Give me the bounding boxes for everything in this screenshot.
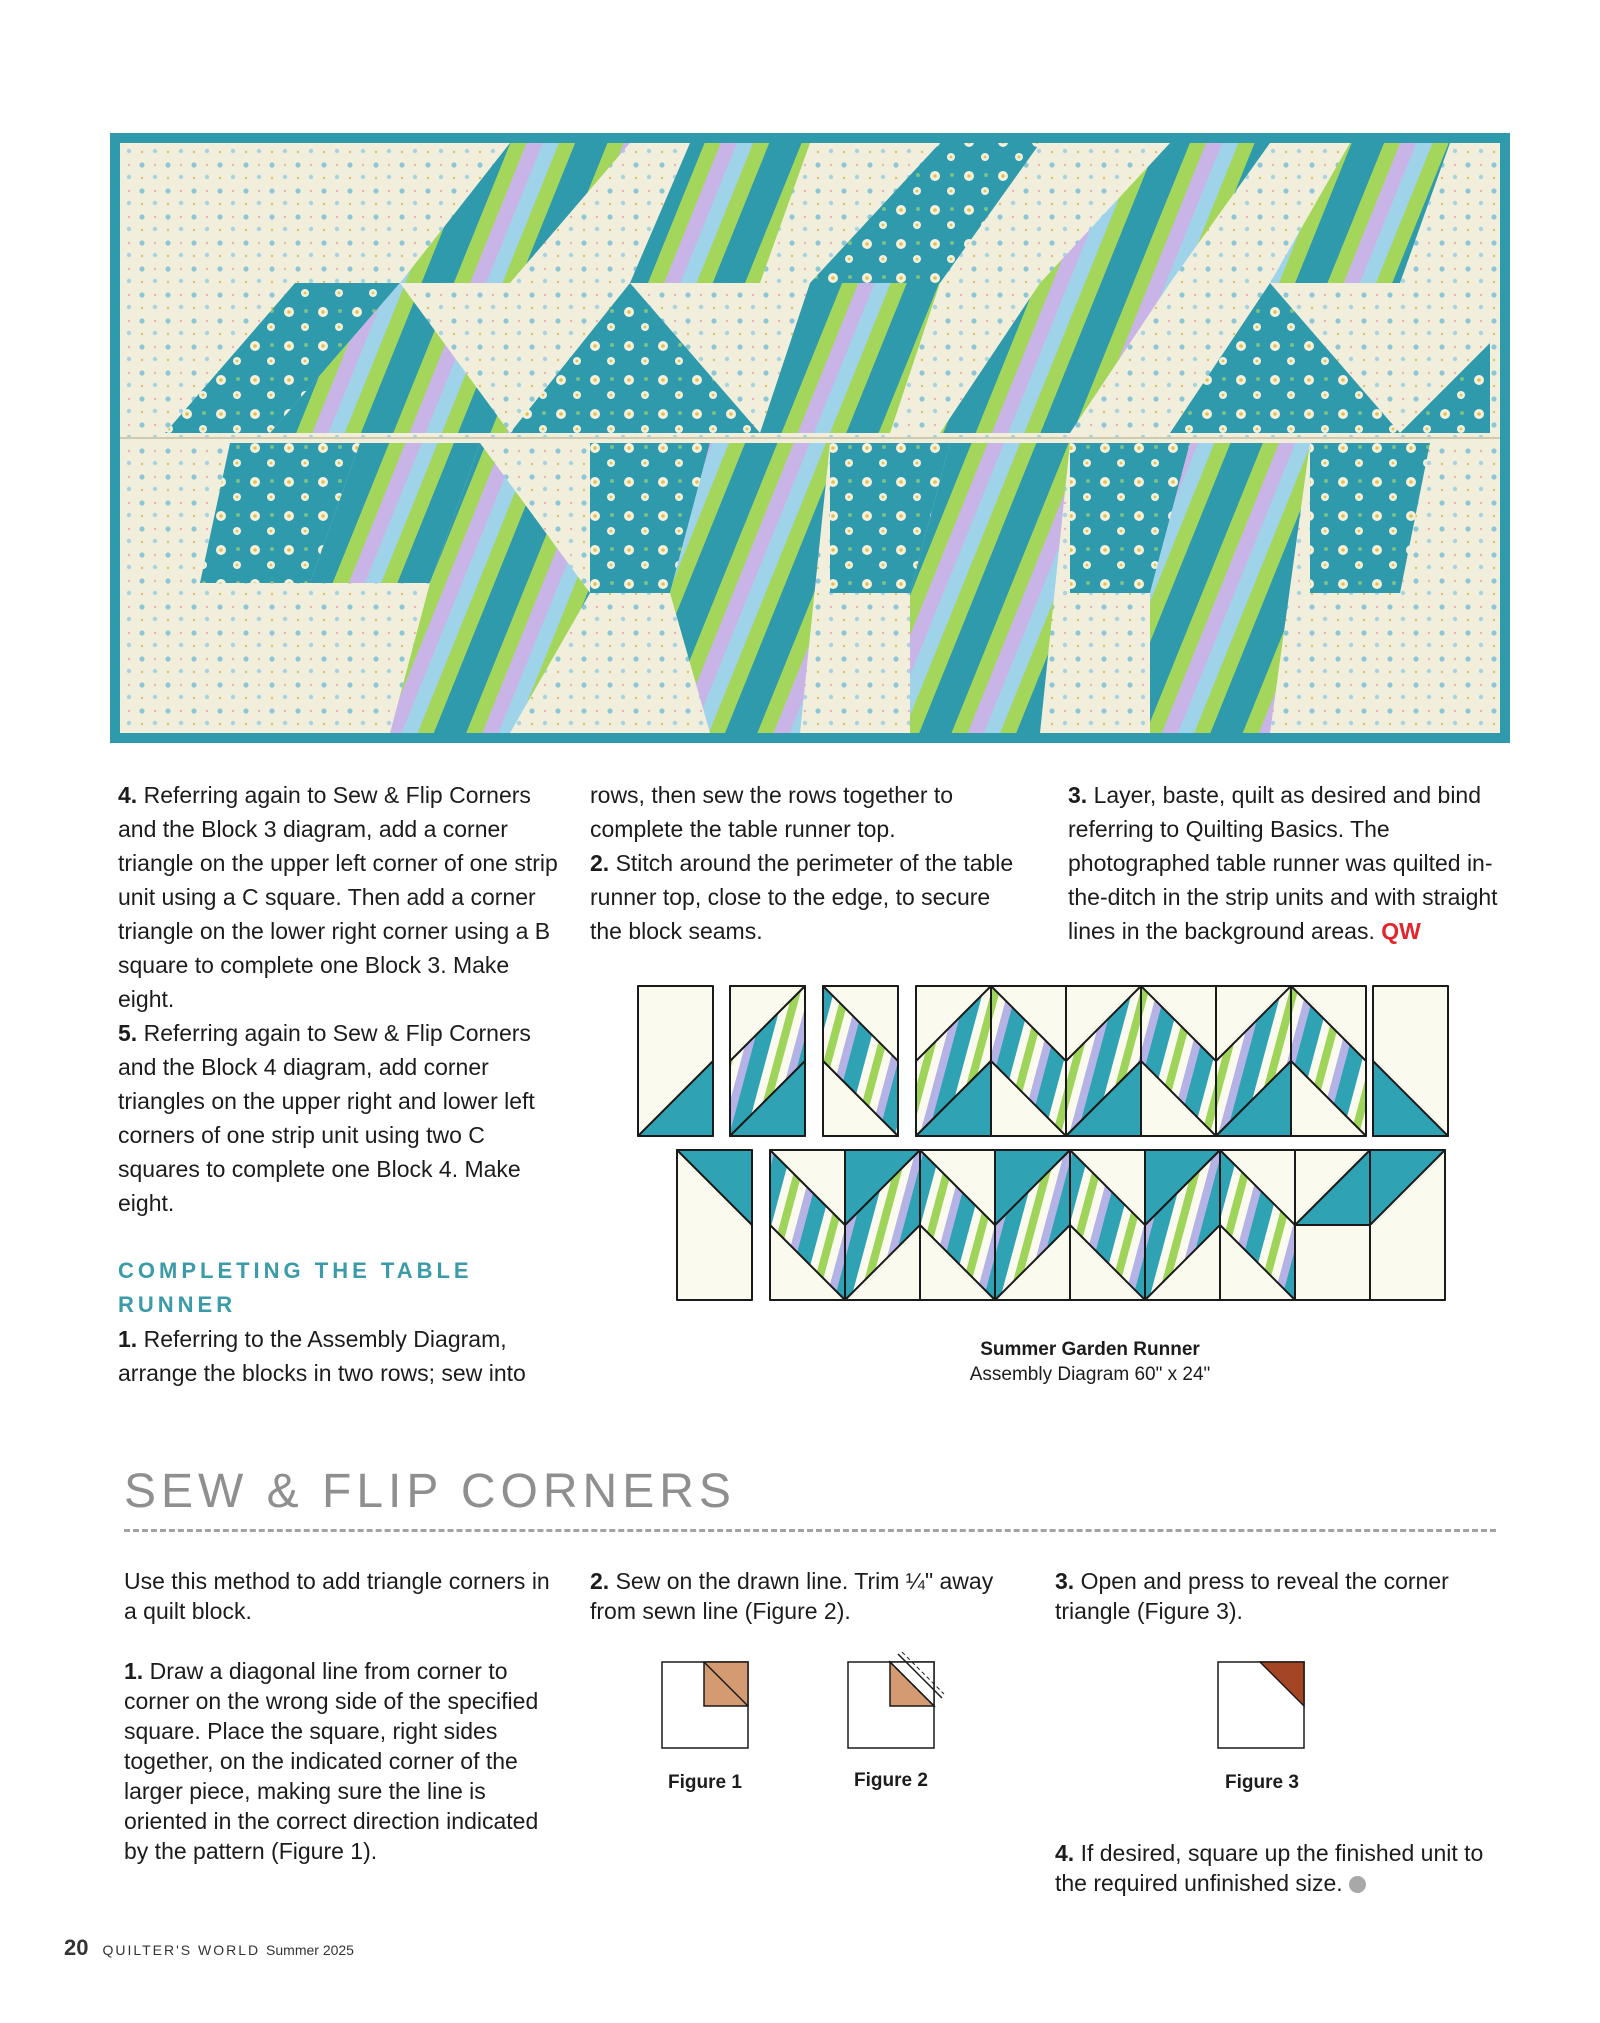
assembly-step-1-continued: rows, then sew the rows together to complete the table runner top. (590, 782, 954, 842)
step-text: Referring again to Sew & Flip Corners and the Block 3 diagram, add a corner triangle on the upper left corner of one strip unit using a C square. Then add a corner triangle on the lower right corner using a B square to complete one Block 3. Make eight. (118, 782, 558, 1012)
assembly-diagram (630, 980, 1460, 1310)
step-text: Referring to the Assembly Diagram, arrange the blocks in two rows; sew into (118, 1326, 526, 1386)
sewflip-left-column (124, 1566, 554, 1866)
step-text: Draw a diagonal line from corner to corner on the wrong side of the specified square. Place the square, right sides together, on the indicated corner of the larger piece, making sure the line is oriented in the correct direction indicated by the pattern (Figure 1). (124, 1658, 539, 1864)
assembly-step-2 (590, 846, 1020, 948)
magazine-name: QUILTER'S WORLD (102, 1942, 261, 1958)
sewflip-step-1 (124, 1656, 554, 1866)
step-text: If desired, square up the finished unit to the required unfinished size. (1055, 1840, 1484, 1896)
step-number: 2. (590, 1568, 610, 1594)
step-number: 1. (124, 1658, 144, 1684)
step-number: 3. (1055, 1568, 1075, 1594)
step-number: 4. (118, 782, 138, 808)
step-text: Layer, baste, quilt as desired and bind referring to Quilting Basics. The photographed table runner was quilted in-the-ditch in the strip units and with straight lines in the background areas. (1068, 782, 1498, 944)
issue-date: Summer 2025 (266, 1942, 354, 1958)
sewflip-step-4 (1055, 1838, 1495, 1898)
figure-3-label: Figure 3 (1225, 1772, 1299, 1793)
diagram-title: Summer Garden Runner (980, 1339, 1200, 1360)
figure-1-label: Figure 1 (668, 1772, 742, 1793)
sewflip-step-3 (1055, 1566, 1495, 1626)
dashed-divider (124, 1529, 1496, 1532)
end-dot-icon (1349, 1876, 1366, 1893)
sewflip-step-2 (590, 1566, 1020, 1626)
figure-2-label: Figure 2 (854, 1770, 928, 1791)
middle-column (590, 778, 1020, 948)
left-column-continued (118, 1322, 558, 1390)
step-number: 4. (1055, 1840, 1075, 1866)
diagram-caption (880, 1337, 1300, 1387)
page-footer (64, 1935, 354, 1961)
step-number: 1. (118, 1326, 138, 1352)
step-text: Stitch around the perimeter of the table runner top, close to the edge, to secure the block seams. (590, 850, 1014, 944)
figure-1-graphic (660, 1660, 752, 1752)
step-text: Open and press to reveal the corner triangle (Figure 3). (1055, 1568, 1449, 1624)
sewflip-right-column (1055, 1566, 1495, 1626)
step-text: Referring again to Sew & Flip Corners and the Block 4 diagram, add corner triangles on the upper right and lower left corners of one strip unit using two C squares to complete one Block 4. Make eight. (118, 1020, 535, 1216)
step-4-paragraph (118, 778, 558, 1016)
sewflip-step-4-block (1055, 1838, 1495, 1898)
figure-3-graphic (1216, 1660, 1308, 1752)
assembly-step-1 (118, 1322, 558, 1390)
end-mark: QW (1381, 918, 1421, 944)
step-5-paragraph (118, 1016, 558, 1220)
completing-heading: COMPLETING THE TABLE RUNNER (118, 1258, 473, 1317)
sewflip-intro: Use this method to add triangle corners in a quilt block. (124, 1568, 550, 1624)
quilt-photo (110, 133, 1510, 743)
section-title: SEW & FLIP CORNERS (124, 1465, 736, 1518)
step-number: 3. (1068, 782, 1088, 808)
figure-2-graphic (846, 1650, 946, 1752)
sewflip-middle-column (590, 1566, 1020, 1626)
step-text: Sew on the drawn line. Trim ¼" away from sewn line (Figure 2). (590, 1568, 994, 1624)
assembly-step-3 (1068, 778, 1508, 948)
right-column (1068, 778, 1508, 948)
diagram-subtitle: Assembly Diagram 60" x 24" (969, 1364, 1211, 1385)
left-column (118, 778, 558, 1220)
page-number: 20 (64, 1935, 89, 1960)
step-number: 2. (590, 850, 610, 876)
step-number: 5. (118, 1020, 138, 1046)
